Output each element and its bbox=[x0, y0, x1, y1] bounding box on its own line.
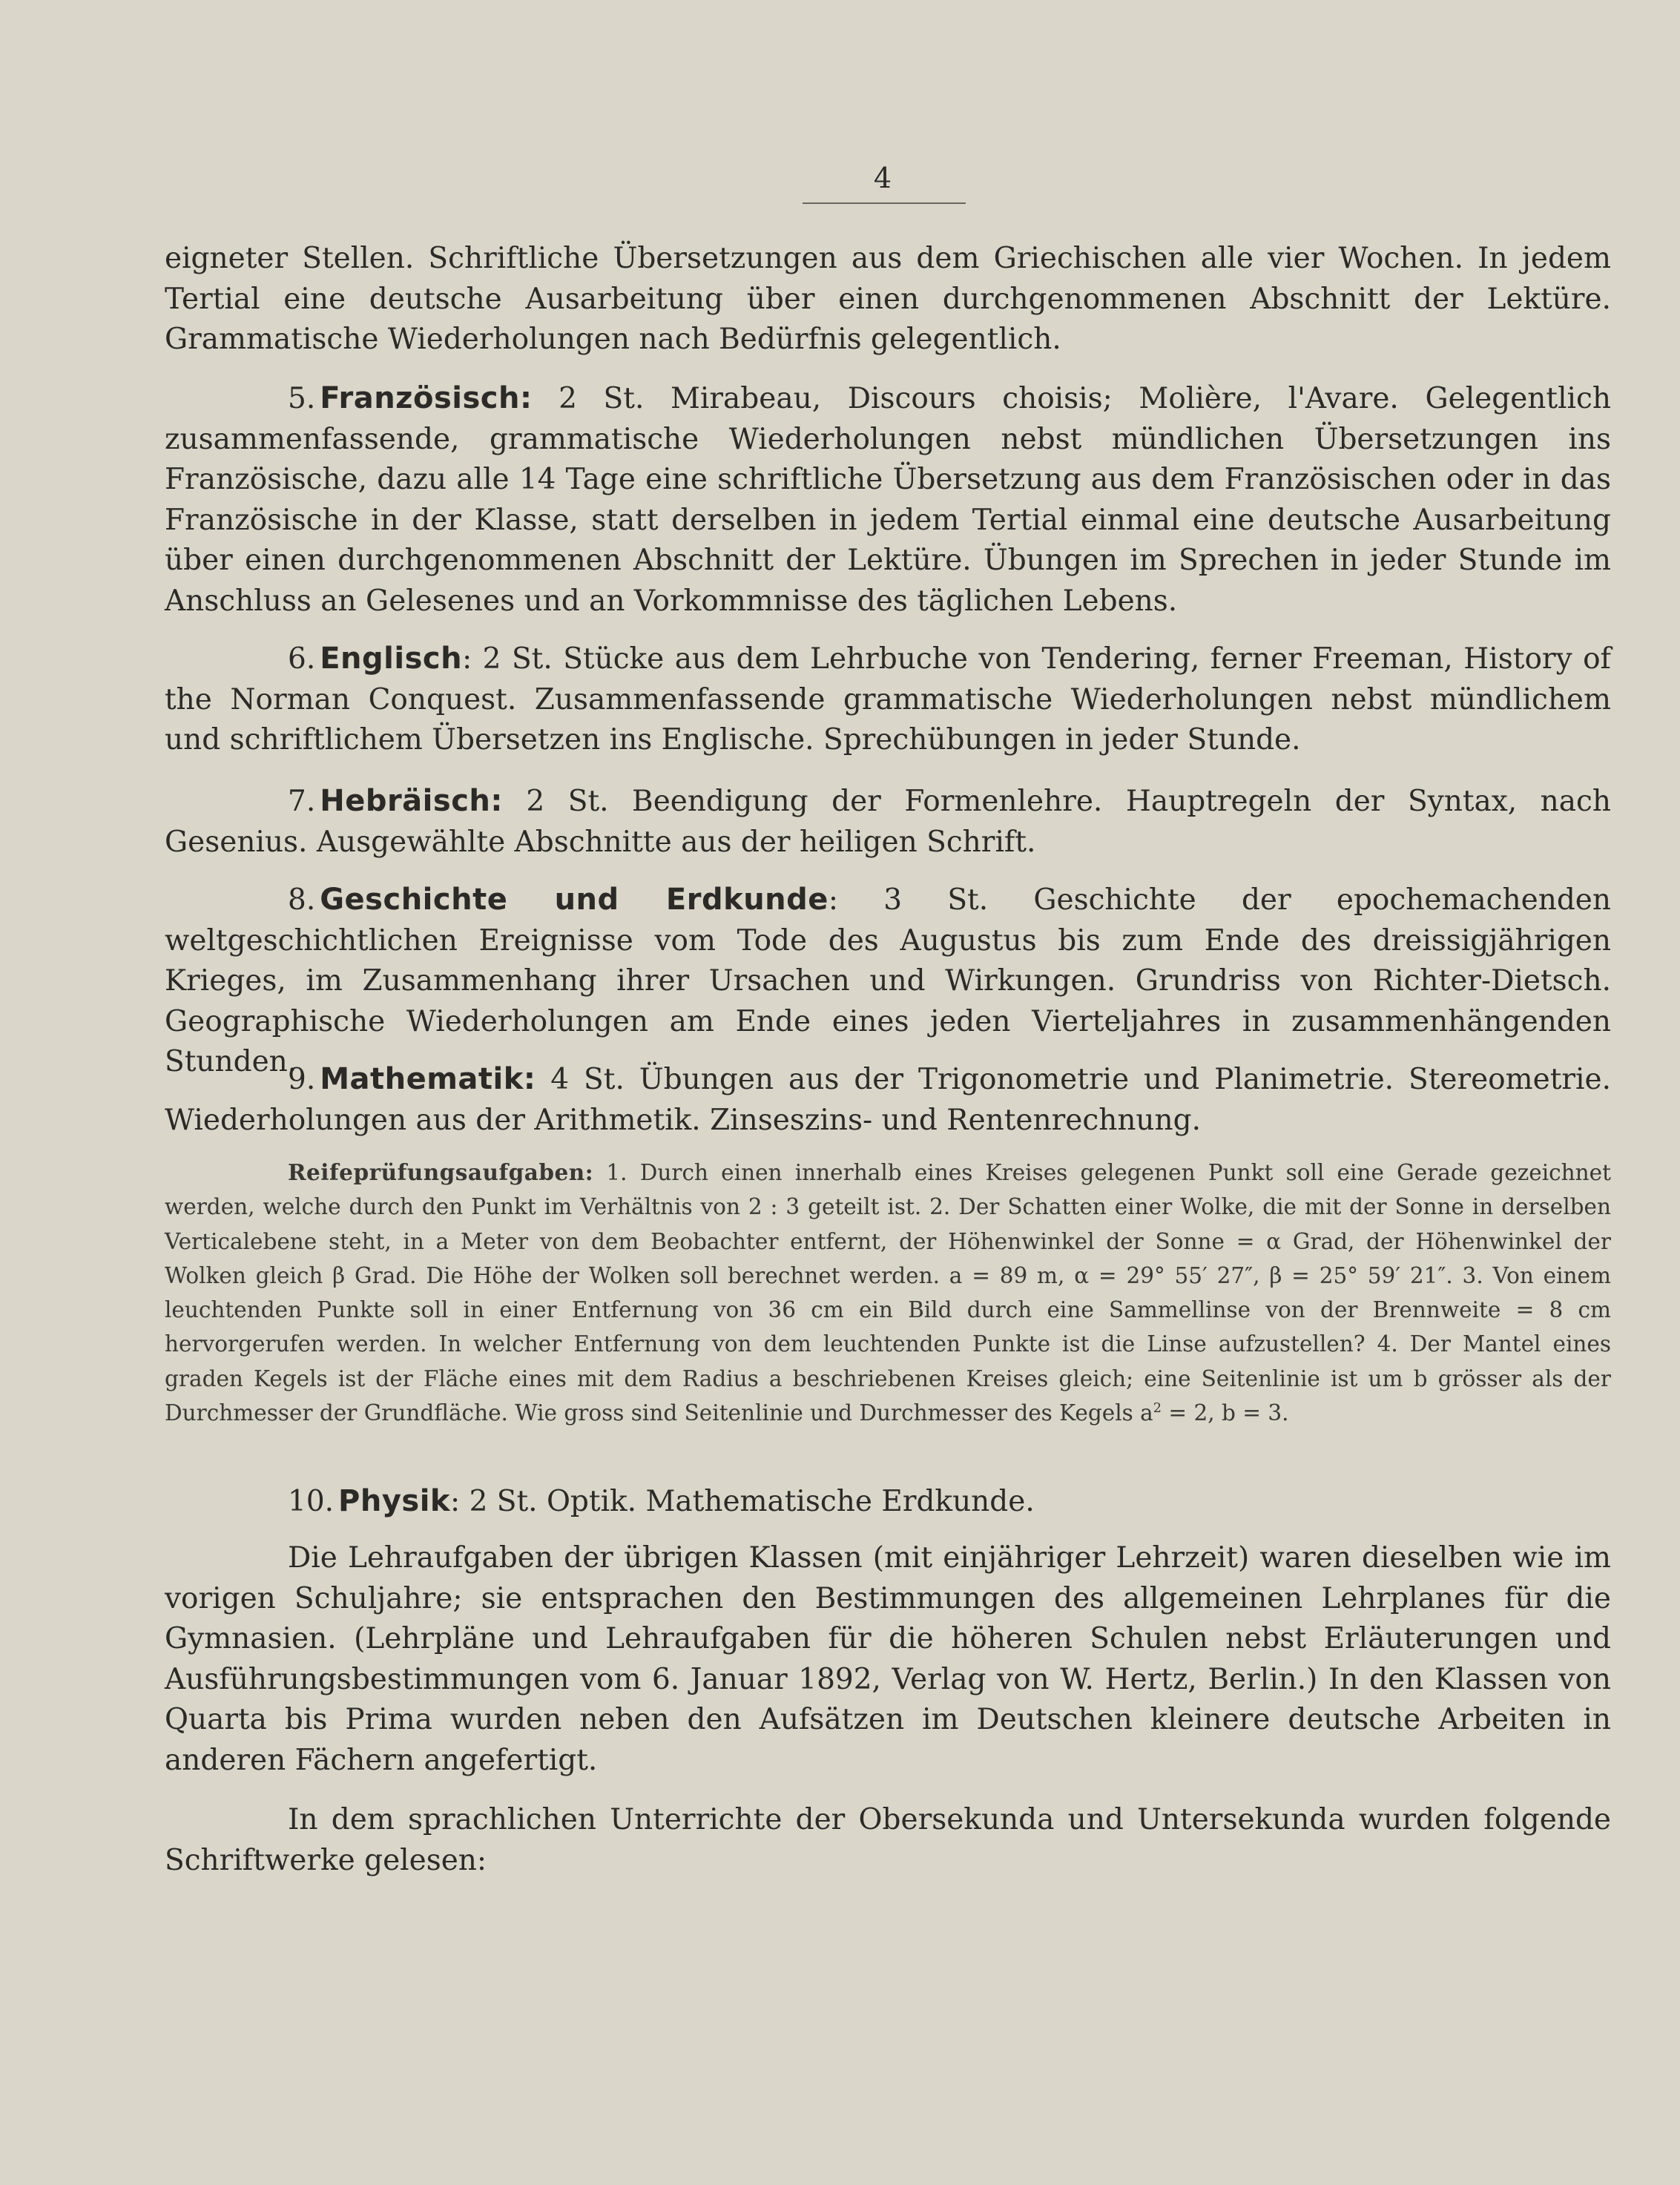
reifepruefung-block bbox=[165, 1156, 1611, 1430]
lehraufgaben-text: Die Lehraufgaben der übrigen Klassen (mit einjähriger Lehrzeit) waren dieselben wie im vorigen Schuljahre; sie entsprachen den Bestimmungen des allgemeinen Lehrplanes für die Gymnasien. (Lehrpläne und Lehraufgaben für die höheren Schulen nebst Erläuterungen und Ausführungsbestimmungen vom 6. Januar 1892, Verlag von W. Hertz, Berlin.) In den Klassen von Quarta bis Prima wurden neben den Aufsätzen im Deutschen kleinere deutsche Arbeiten in anderen Fächern angefertigt. bbox=[165, 1541, 1611, 1777]
subject-number: 7. bbox=[288, 785, 316, 818]
subject-text: 4 St. Übungen aus der Trigonometrie und Planimetrie. Stereometrie. Wiederholungen aus der Arithmetik. Zinseszins- und Rentenrechnung. bbox=[165, 1063, 1611, 1137]
subject-title: Französisch: bbox=[320, 381, 533, 415]
subject-englisch bbox=[165, 639, 1611, 761]
subject-text: : 3 St. Geschichte der epochemachenden weltgeschichtlichen Ereignisse vom Tode des Augustus bis zum Ende des dreissigjährigen Krieges, im Zusammenhang ihrer Ursachen und Wirkungen. Grundriss von Richter-Dietsch. Geographische Wiederholungen am Ende eines jeden Vierteljahres in zusammenhängenden Stunden. bbox=[165, 883, 1611, 1078]
subject-franzoesisch bbox=[165, 378, 1611, 622]
subject-physik bbox=[165, 1481, 1611, 1523]
subject-number: 9. bbox=[288, 1063, 316, 1096]
intro-paragraph bbox=[165, 239, 1611, 360]
subject-title: Englisch bbox=[320, 642, 463, 676]
subject-geschichte bbox=[165, 880, 1611, 1083]
subject-text: : 2 St. Stücke aus dem Lehrbuche von Tendering, ferner Freeman, History of the Norman Conquest. Zusammenfassende grammatische Wiederholungen nebst mündlichem und schriftlichem Übersetzen ins Englische. Sprechübungen in jeder Stunde. bbox=[165, 642, 1611, 757]
subject-number: 5. bbox=[288, 382, 316, 415]
subject-hebraeisch bbox=[165, 781, 1611, 863]
subject-mathematik bbox=[165, 1059, 1611, 1141]
schriftwerke-paragraph bbox=[165, 1800, 1611, 1881]
page-number: 4 bbox=[873, 162, 892, 194]
lehraufgaben-paragraph bbox=[165, 1538, 1611, 1781]
page-number-rule bbox=[803, 202, 966, 204]
reife-title: Reifeprüfungsaufgaben: bbox=[288, 1159, 594, 1185]
reife-text-b: = 2, b = 3. bbox=[1162, 1400, 1289, 1426]
subject-title: Mathematik: bbox=[320, 1062, 536, 1096]
subject-number: 8. bbox=[288, 883, 316, 917]
subject-title: Geschichte und Erdkunde bbox=[320, 883, 829, 917]
subject-number: 6. bbox=[288, 642, 316, 676]
subject-text: : 2 St. Optik. Mathematische Erdkunde. bbox=[450, 1485, 1035, 1518]
subject-text: 2 St. Beendigung der Formenlehre. Hauptregeln der Syntax, nach Gesenius. Ausgewählte Abschnitte aus der heiligen Schrift. bbox=[165, 785, 1611, 859]
subject-text: 2 St. Mirabeau, Discours choisis; Molière, l'Avare. Gelegentlich zusammenfassende, grammatische Wiederholungen nebst mündlichen Übersetzungen ins Französische, dazu alle 14 Tage eine schriftliche Übersetzung aus dem Französischen oder in das Französische in der Klasse, statt derselben in jedem Tertial einmal eine deutsche Ausarbeitung über einen durchgenommenen Abschnitt der Lektüre. Übungen im Sprechen in jeder Stunde im Anschluss an Gelesenes und an Vorkommnisse des täglichen Lebens. bbox=[165, 382, 1611, 618]
reife-superscript: 2 bbox=[1153, 1401, 1162, 1417]
subject-number: 10. bbox=[288, 1485, 335, 1518]
schriftwerke-text: In dem sprachlichen Unterrichte der Obersekunda und Untersekunda wurden folgende Schriftwerke gelesen: bbox=[165, 1803, 1611, 1877]
subject-title: Physik bbox=[338, 1484, 451, 1518]
reife-text-a: 1. Durch einen innerhalb eines Kreises gelegenen Punkt soll eine Gerade gezeichnet werden, welche durch den Punkt im Verhältnis von 2 : 3 geteilt ist. 2. Der Schatten einer Wolke, die mit der Sonne in derselben Verticalebene steht, in a Meter von dem Beobachter entfernt, der Höhenwinkel der Sonne = α Grad, der Höhenwinkel der Wolken gleich β Grad. Die Höhe der Wolken soll berechnet werden. a = 89 m, α = 29° 55′ 27″, β = 25° 59′ 21″. 3. Von einem leuchtenden Punkte soll in einer Entfernung von 36 cm ein Bild durch eine Sammellinse von der Brennweite = 8 cm hervorgerufen werden. In welcher Entfernung von dem leuchtenden Punkte ist die Linse aufzustellen? 4. Der Mantel eines graden Kegels ist der Fläche eines mit dem Radius a beschriebenen Kreises gleich; eine Seitenlinie ist um b grösser als der Durchmesser der Grundfläche. Wie gross sind Seitenlinie und Durchmesser des Kegels a bbox=[165, 1160, 1611, 1426]
subject-title: Hebräisch: bbox=[320, 784, 503, 818]
intro-text: eigneter Stellen. Schriftliche Übersetzungen aus dem Griechischen alle vier Wochen. In jedem Tertial eine deutsche Ausarbeitung über einen durchgenommenen Abschnitt der Lektüre. Grammatische Wiederholungen nach Bedürfnis gelegentlich. bbox=[165, 242, 1611, 356]
